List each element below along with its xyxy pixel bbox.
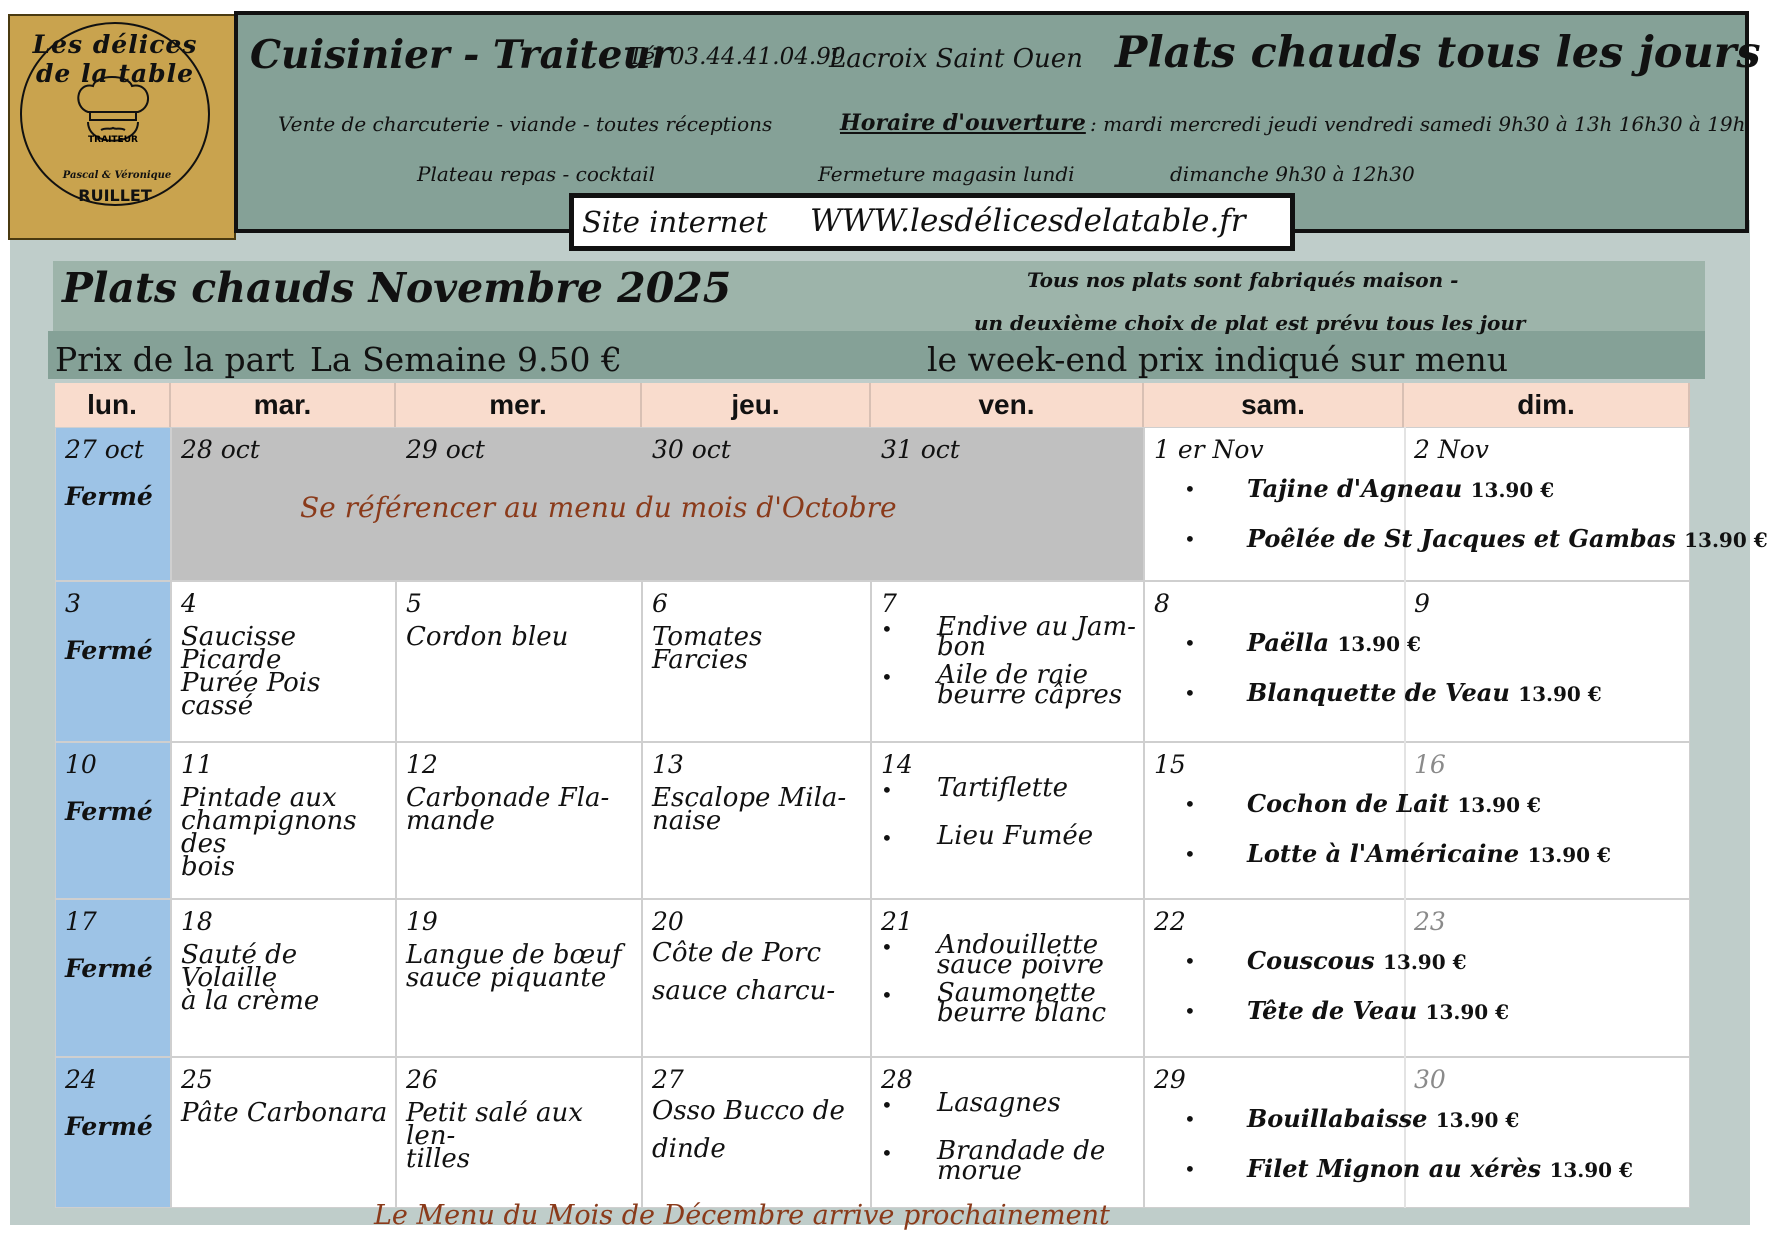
weekend-dish-price: 13.90 € (1470, 478, 1555, 502)
dish-text: Pintade aux champignons des bois (181, 783, 357, 882)
month-title: Plats chauds Novembre 2025 (62, 264, 732, 312)
weekend-dish-price: 13.90 € (1549, 1158, 1633, 1182)
bullet-icon: • (881, 665, 893, 689)
weekend-dish (1247, 628, 1421, 657)
dish-text: Andouillette sauce poivre (937, 930, 1104, 980)
bullet-icon: • (1184, 527, 1196, 551)
bullet-icon: • (1184, 1157, 1196, 1181)
weekend-dish (1247, 946, 1467, 975)
bullet-icon: • (881, 983, 893, 1007)
weekend-dish-price: 13.90 € (1518, 682, 1602, 706)
weekend-dish (1247, 789, 1541, 818)
day-number: 12 (406, 750, 438, 779)
bullet-icon: • (1184, 999, 1196, 1023)
day-number: 9 (1414, 589, 1430, 618)
day-number: 24 (65, 1065, 97, 1094)
day-number: 30 (1414, 1065, 1446, 1094)
website-url[interactable]: WWW.lesdélicesdelatable.fr (810, 203, 1246, 239)
day-number: 29 oct (406, 435, 485, 464)
weekend-dish-price: 13.90 € (1684, 528, 1768, 552)
day-number: 21 (881, 907, 913, 936)
weekend-dish (1247, 678, 1602, 707)
bullet-icon: • (1184, 631, 1196, 655)
weekend-dish-name: Tajine d'Agneau (1247, 474, 1463, 503)
day-header: dim. (1404, 383, 1690, 427)
hours-label: Horaire d'ouverture (840, 110, 1086, 136)
day-number: 31 oct (881, 435, 960, 464)
day-number: 2 Nov (1414, 435, 1489, 464)
day-number: 17 (65, 907, 97, 936)
logo-brand: RUILLET (78, 186, 152, 205)
town-name: Lacroix Saint Ouen (829, 44, 1083, 74)
closed-label: Fermé (65, 954, 153, 983)
dish-text: Lasagnes (937, 1088, 1061, 1118)
weekend-dish-name: Couscous (1247, 946, 1375, 975)
day-number: 28 oct (181, 435, 260, 464)
bullet-icon: • (881, 1093, 893, 1117)
bullet-icon: • (881, 1141, 893, 1165)
day-number: 13 (652, 750, 684, 779)
dish-text: Langue de bœuf sauce piquante (406, 940, 622, 993)
bullet-icon: • (1184, 681, 1196, 705)
dish-text: Brandade de morue (937, 1136, 1106, 1186)
day-number: 16 (1414, 750, 1446, 779)
closing-day-text: Fermeture magasin lundi (818, 162, 1075, 186)
sat-sun-divider (1404, 742, 1406, 899)
weekend-dish-name: Lotte à l'Américaine (1247, 839, 1520, 868)
bullet-icon: • (1184, 792, 1196, 816)
hours-text: : mardi mercredi jeudi vendredi samedi 9h30 à 13h 16h30 à 19h (1090, 112, 1746, 136)
closed-label: Fermé (65, 636, 153, 665)
dish-text: Lieu Fumée (937, 821, 1094, 851)
dish-text: Tomates Farcies (652, 622, 763, 675)
day-number: 26 (406, 1065, 438, 1094)
services-text: Vente de charcuterie - viande - toutes réceptions (278, 112, 773, 136)
logo-badge: TRAITEUR (88, 135, 138, 145)
dish-text: Côte de Porc sauce charcu- (652, 938, 836, 1006)
dish-text: Saucisse Picarde Purée Pois cassé (181, 622, 321, 721)
weekend-dish-price: 13.90 € (1425, 1000, 1510, 1024)
bullet-icon: • (881, 617, 893, 641)
sat-sun-divider (1404, 427, 1406, 581)
homemade-note: Tous nos plats sont fabriqués maison - (1027, 268, 1459, 292)
day-header: sam. (1144, 383, 1404, 427)
closed-label: Fermé (65, 797, 153, 826)
weekend-dish-price: 13.90 € (1435, 1108, 1520, 1132)
day-number: 8 (1154, 589, 1170, 618)
business-title: Cuisinier - Traiteur (250, 32, 672, 78)
logo-top-text: Les délices de la table (32, 30, 198, 88)
day-number: 23 (1414, 907, 1446, 936)
weekend-price: le week-end prix indiqué sur menu (927, 340, 1509, 379)
chef-icon (68, 72, 158, 150)
dish-text: Osso Bucco de dinde (652, 1096, 845, 1164)
footer-message: Le Menu du Mois de Décembre arrive prochainement (374, 1200, 1110, 1231)
bullet-icon: • (1184, 477, 1196, 501)
calendar-cell (396, 581, 642, 742)
weekend-dish-name: Paëlla (1247, 628, 1330, 657)
dish-text: Cordon bleu (406, 622, 569, 652)
dish-text: Pâte Carbonara (181, 1098, 388, 1128)
logo-names: Pascal & Véronique (62, 170, 172, 181)
day-number: 10 (65, 750, 97, 779)
weekend-dish (1247, 839, 1611, 868)
day-header: jeu. (642, 383, 871, 427)
price-label: Prix de la part (55, 340, 295, 379)
weekend-dish (1247, 1154, 1633, 1183)
sat-sun-divider (1404, 899, 1406, 1057)
day-number: 27 oct (65, 435, 144, 464)
day-header: ven. (871, 383, 1144, 427)
dish-text: Tartiflette (937, 773, 1069, 803)
weekend-dish-price: 13.90 € (1527, 843, 1611, 867)
day-number: 18 (181, 907, 213, 936)
sunday-hours-text: dimanche 9h30 à 12h30 (1170, 162, 1415, 186)
closed-label: Fermé (65, 1112, 153, 1141)
second-choice-note: un deuxième choix de plat est prévu tous les jour (974, 311, 1526, 335)
bullet-icon: • (1184, 842, 1196, 866)
day-number: 22 (1154, 907, 1186, 936)
dish-text: Carbonade Fla- mande (406, 783, 610, 836)
website-label: Site internet (582, 205, 768, 239)
day-number: 3 (65, 589, 81, 618)
phone-number: Tél 03.44.41.04.99 (628, 44, 846, 70)
day-number: 30 oct (652, 435, 731, 464)
bullet-icon: • (881, 778, 893, 802)
weekend-dish-name: Cochon de Lait (1247, 789, 1450, 818)
weekend-dish (1247, 1104, 1519, 1133)
day-number: 27 (652, 1065, 684, 1094)
day-number: 11 (181, 750, 213, 779)
sat-sun-divider (1404, 581, 1406, 742)
dish-text: Endive au Jam- bon (937, 612, 1136, 662)
bullet-icon: • (1184, 1107, 1196, 1131)
day-number: 5 (406, 589, 422, 618)
weekend-dish-name: Tête de Veau (1247, 996, 1418, 1025)
day-header: mer. (396, 383, 642, 427)
plateau-text: Plateau repas - cocktail (417, 162, 655, 186)
day-header: lun. (55, 383, 171, 427)
day-number: 25 (181, 1065, 213, 1094)
weekend-dish (1247, 474, 1554, 503)
day-number: 15 (1154, 750, 1186, 779)
weekend-dish (1247, 524, 1768, 553)
day-number: 7 (881, 589, 897, 618)
day-number: 20 (652, 907, 684, 936)
weekend-dish-price: 13.90 € (1337, 632, 1421, 656)
dish-text: Aile de raie beurre câpres (937, 660, 1123, 710)
headline: Plats chauds tous les jours (1115, 28, 1761, 78)
bullet-icon: • (1184, 949, 1196, 973)
dish-text: Sauté de Volaille à la crème (181, 940, 320, 1016)
weekend-dish-name: Poêlée de St Jacques et Gambas (1247, 524, 1676, 553)
day-number: 29 (1154, 1065, 1186, 1094)
day-number: 14 (881, 750, 913, 779)
day-number: 28 (881, 1065, 913, 1094)
day-number: 19 (406, 907, 438, 936)
bullet-icon: • (881, 826, 893, 850)
day-number: 6 (652, 589, 668, 618)
day-number: 1 er Nov (1154, 435, 1264, 464)
weekend-dish-name: Blanquette de Veau (1247, 678, 1510, 707)
weekend-dish-price: 13.90 € (1383, 950, 1467, 974)
weekend-dish-name: Bouillabaisse (1247, 1104, 1428, 1133)
weekday-price: La Semaine 9.50 € (310, 340, 622, 379)
reference-message: Se référencer au menu du mois d'Octobre (300, 491, 897, 524)
bullet-icon: • (881, 935, 893, 959)
weekend-dish (1247, 996, 1509, 1025)
dish-text: Saumonette beurre blanc (937, 978, 1107, 1028)
day-number: 4 (181, 589, 197, 618)
dish-text: Petit salé aux len- tilles (406, 1098, 583, 1174)
weekend-dish-price: 13.90 € (1457, 793, 1541, 817)
closed-label: Fermé (65, 482, 153, 511)
day-header: mar. (171, 383, 396, 427)
weekend-dish-name: Filet Mignon au xérès (1247, 1154, 1542, 1183)
dish-text: Escalope Mila- naise (652, 783, 847, 836)
